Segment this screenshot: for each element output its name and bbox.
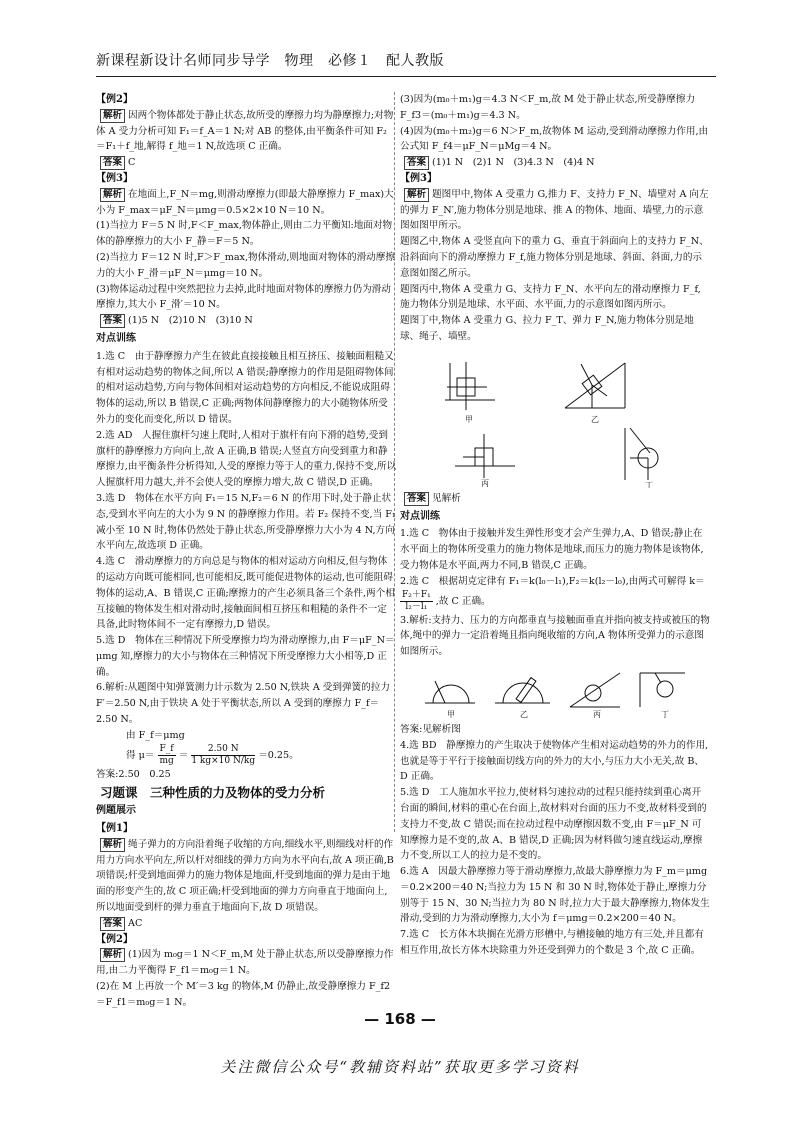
demo-example-1-analysis: 绳子弹力的方向沿着绳子收缩的方向,细线水平,则细线对杆的作用力方向水平向左,所以杆对细线的弹力方向为水平向右,故 A 项正确,B 项错误;杆受到地面弹力的施力物体是地面,杆受到地面的弹力是由于地面的形变产生的,故 C 项正确;杆受到地面的弹力方向垂直于地面向上,所以地面受到杆的弹力垂直于地面向下,故 D 项错误。 [96, 838, 394, 914]
training-item-4: 4.选 C 滑动摩擦力的方向总是与物体的相对运动方向相反,但与物体的运动方向既可能相同,也可能相反,既可能促进物体的运动,也可能阻碍物体的运动,A、B 错误,C 正确;摩擦力的产生必须具备三个条件,两个相互接触的物体发生相对滑动时,接触面间相互挤压和粗糙的条件不一定具备,此时物体间不一定有摩擦力,D 错误。 [96, 556, 395, 631]
example-3-line-4: (3)物体运动过程中突然把拉力去掉,此时地面对物体的摩擦力仍为滑动摩擦力,其大小 F_滑′＝10 N。 [96, 283, 391, 311]
analysis-tag: 解析 [100, 948, 125, 962]
diagram-bing [455, 434, 515, 488]
t3-label-ding: 丁 [661, 709, 669, 719]
t3-label-bing: 丙 [593, 709, 601, 719]
eq-prefix: 得 μ＝ [126, 749, 155, 761]
eq-result: ＝0.25。 [258, 749, 299, 761]
demo-example-2-label: 【例2】 [96, 933, 133, 945]
r-training-item-6: 6.选 A 因最大静摩擦力等于滑动摩擦力,故最大静摩擦力为 F_m＝μmg＝0.2×200＝40 N;当拉力为 15 N 和 30 N 时,物体处于静止,摩擦力分别等于 15 N、30 N;当拉力为 80 N 时,拉力大于最大静摩擦力,物体发生滑动,受到的力为滑动摩擦力,大小为 f＝μmg＝0.2×200＝40 N。 [400, 866, 710, 925]
label-yi: 乙 [591, 414, 599, 424]
label-jia: 甲 [465, 414, 473, 424]
r-training-item-5: 5.选 D 工人施加水平拉力,使材料匀速拉动的过程只能持续到重心离开台面的瞬间,材料的重心在台面上,故材料对台面的压力不变,故材料受到的支持力不变,故 C 错误;而在拉动过程中动摩擦因数不变,由 F＝μF_N 可知摩擦力是不变的,故 A、B 错误,D 正确;因为材料做匀速直线运动,摩擦力不变,所以工人的拉力是不变的。 [400, 787, 707, 862]
analysis-tag: 解析 [100, 109, 125, 123]
t3-label-yi: 乙 [520, 709, 528, 719]
example-3b-para-c: 题图丙中,物体 A 受重力 G、支持力 F_N、水平向左的滑动摩擦力 F_f,施力物体分别是地球、水平面、水平面,力的示意图如图丙所示。 [400, 283, 701, 311]
answer-tag: 答案 [100, 314, 125, 328]
example-3-answer: (1)5 N (2)10 N (3)10 N [128, 315, 253, 327]
r-training-item-3: 3.解析:支持力、压力的方向都垂直与接触面垂直并指向被支持或被压的物体,绳中的弹力一定沿着绳且指向绳收缩的方向,A 物体所受弹力的示意图如图所示。 [400, 614, 710, 658]
demo-example-2-line-2: (2)在 M 上再放一个 M′＝3 kg 的物体,M 仍静止,故受静摩擦力 F_f2＝F_f1＝m₀g＝1 N。 [96, 981, 391, 1008]
demo-example-1-answer: AC [128, 917, 143, 929]
answer-tag: 答案 [100, 156, 125, 170]
training-title-right: 对点训练 [400, 510, 440, 522]
r-training-item-4: 4.选 BD 静摩擦力的产生取决于使物体产生相对运动趋势的外力的作用,也就是等于平行于接触面切线方向的外力的大小,与压力大小无关,故 B、D 正确。 [400, 739, 709, 783]
example-2-label: 【例2】 [96, 94, 133, 105]
demo-example-1-label: 【例1】 [96, 823, 133, 835]
frac-1-den: mg [159, 755, 174, 766]
training-item-1: 1.选 C 由于静摩擦力产生在彼此直接接触且相互挤压、接触面粗糙又有相对运动趋势的物体之间,所以 A 错误;静摩擦力的作用是阻碍物体间的相对运动趋势,方向与物体间相对运动趋势的方向相反,不能说成阻碍物体的运动,所以 B 错误,C 正确;两物体间静摩擦力的大小随物体所受外力的变化而变化,所以 D 错误。 [96, 350, 394, 425]
label-ding: 丁 [645, 480, 653, 488]
example-3b-para-a: 题图甲中,物体 A 受重力 G,推力 F、支持力 F_N、墙壁对 A 向左的弹力 F_N′,施力物体分别是地球、推 A 的物体、地面、墙壁,力的示意图如图甲所示。 [400, 188, 709, 232]
figure-answer: 见解析 [432, 492, 461, 504]
r-training-3-answer: 答案:见解析图 [400, 723, 461, 735]
force-diagram-figure [425, 348, 685, 488]
r-training-item-7: 7.选 C 长方体木块搁在光滑方形槽中,与槽接触的地方有三处,并且都有相互作用,故长方体木块除重力外还受到弹力的个数是 3 个,故 C 正确。 [400, 929, 704, 957]
continued-answer: (1)1 N (2)1 N (3)4.3 N (4)4 N [432, 157, 595, 169]
analysis-tag: 解析 [404, 188, 429, 202]
right-column [400, 92, 710, 959]
t2-prefix: 2.选 C 根据胡克定律有 F₁＝k(l₀－l₁),F₂＝k(l₂－l₀),由两式可解得 k＝ [400, 575, 705, 587]
r-training-item-2 [400, 574, 710, 613]
r-training-item-1: 1.选 C 物体由于接触并发生弹性形变才会产生弹力,A、D 错误;静止在水平面上的物体所受重力的施力物体是地球,而压力的施力物体是该物体,受力物体是水平面,两力不同,B 错误,C 正确。 [400, 528, 704, 571]
training-item-2: 2.选 AD 人握住旗杆匀速上爬时,人相对于旗杆有向下滑的趋势,受到旗杆的静摩擦力方向向上,故 A 正确,B 错误;人竖直方向受到重力和静摩擦力,由平衡条件分析得知,人受的摩擦力等于人的重力,保持不变,所以人握旗杆用力越大,并不会使人受的摩擦力增大,故 C 错误,D 正确。 [96, 429, 397, 489]
t2-fraction [400, 590, 433, 613]
fraction-2 [191, 744, 255, 767]
example-3b-label: 【例3】 [400, 172, 437, 184]
answer-tag: 答案 [404, 156, 429, 170]
example-3-line-3: (2)当拉力 F＝12 N 时,F＞F_max,物体滑动,则地面对物体的滑动摩擦力的大小 F_滑＝μF_N＝μmg＝10 N。 [96, 251, 395, 279]
training-item-5: 5.选 D 物体在三种情况下所受摩擦力均为滑动摩擦力,由 F＝μF_N＝μmg 知,摩擦力的大小与物体在三种情况下所受摩擦力大小相等,D 正确。 [96, 635, 395, 678]
footer-note: 关注微信公众号“教辅资料站”获取更多学习资料 [220, 1058, 580, 1076]
frac-2-den: 1 kg×10 N/kg [191, 755, 256, 766]
example-3b-para-d: 题图丁中,物体 A 受重力 G、拉力 F_T、弹力 F_N,施力物体分别是地球、绳子、墙壁。 [400, 315, 694, 342]
formula-line: 由 F_f＝μmg [126, 729, 185, 741]
continued-line-4: (4)因为(m₀＋m₂)g＝6 N＞F_m,故物体 M 运动,受到滑动摩擦力作用,由公式知 F_f4＝μF_N＝μMg＝4 N。 [400, 125, 709, 153]
frac-1-num: F_f [159, 743, 174, 754]
page-number: — 168 — [364, 1010, 436, 1028]
label-bing: 丙 [481, 478, 489, 488]
example-3-label: 【例3】 [96, 172, 133, 184]
page-header: 新课程新设计名师同步导学 物理 必修１ 配人教版 [96, 50, 716, 77]
eq-mid: ＝ [178, 749, 189, 761]
diagram-yi [565, 363, 625, 424]
t2-den: l₂－l₁ [405, 601, 428, 612]
training-item-3: 3.选 D 物体在水平方向 F₁＝15 N,F₂＝6 N 的作用下时,处于静止状态,受到水平向左的大小为 9 N 的静摩擦力作用。若 F₂ 保持不变,当 F₁ 减小至 10 N 时,物体仍然处于静止状态,所受静摩擦力大小为 4 N,方向水平向左,故选项 D 正确。 [96, 492, 396, 552]
example-2-answer: C [128, 157, 136, 169]
lesson-title: 习题课 三种性质的力及物体的受力分析 [100, 785, 326, 801]
frac-2-num: 2.50 N [191, 744, 255, 756]
answer-tag: 答案 [404, 492, 429, 506]
demo-title: 例题展示 [96, 805, 136, 817]
training-6-answer: 答案:2.50 0.25 [96, 768, 171, 780]
training-item-6: 6.解析:从题图中知弹簧测力计示数为 2.50 N,铁块 A 受到弹簧的拉力 F′＝2.50 N,由于铁块 A 处于平衡状态,所以 A 受到的摩擦力 F_f＝2.50 N。 [96, 682, 390, 726]
t3-label-jia: 甲 [447, 709, 455, 719]
answer-tag: 答案 [100, 917, 125, 931]
mu-equation [126, 744, 396, 767]
diagram-jia [445, 362, 495, 424]
analysis-tag: 解析 [100, 188, 125, 202]
elastic-force-figure [415, 663, 695, 719]
example-2-analysis: 因两个物体都处于静止状态,故所受的摩擦力均为静摩擦力;对物体 A 受力分析可知 F₁＝f_A＝1 N;对 AB 的整体,由平衡条件可知 F₂＝F₁＋f_地,解得 f_地＝1 N,故选项 C 正确。 [96, 109, 394, 153]
diagram-ding [625, 428, 658, 488]
left-column [96, 92, 396, 1011]
fraction-1 [158, 744, 176, 767]
analysis-tag: 解析 [100, 838, 125, 852]
t2-suffix: ,故 C 正确。 [435, 595, 491, 607]
example-3-line-2: (1)当拉力 F＝5 N 时,F＜F_max,物体静止,则由二力平衡知:地面对物体的静摩擦力的大小 F_静＝F＝5 N。 [96, 220, 393, 248]
demo-example-2-line-1: (1)因为 m₀g＝1 N＜F_m,M 处于静止状态,所以受静摩擦力作用,由二力平衡得 F_f1＝m₀g＝1 N。 [96, 949, 394, 977]
example-3b-para-b: 题图乙中,物体 A 受竖直向下的重力 G、垂直于斜面向上的支持力 F_N、沿斜面向下的滑动摩擦力 F_f,施力物体分别是地球、斜面、斜面,力的示意图如图乙所示。 [400, 236, 709, 279]
example-3-line-1: 在地面上,F_N＝mg,则滑动摩擦力(即最大静摩擦力 F_max)大小为 F_max＝μF_N＝μmg＝0.5×2×10 N＝10 N。 [96, 188, 394, 216]
t2-num: F₂＋F₁ [402, 589, 431, 600]
continued-line-3: (3)因为(m₀＋m₁)g＝4.3 N＜F_m,故 M 处于静止状态,所受静摩擦力 F_f3＝(m₀＋m₁)g＝4.3 N。 [400, 94, 696, 121]
training-title: 对点训练 [96, 332, 136, 344]
